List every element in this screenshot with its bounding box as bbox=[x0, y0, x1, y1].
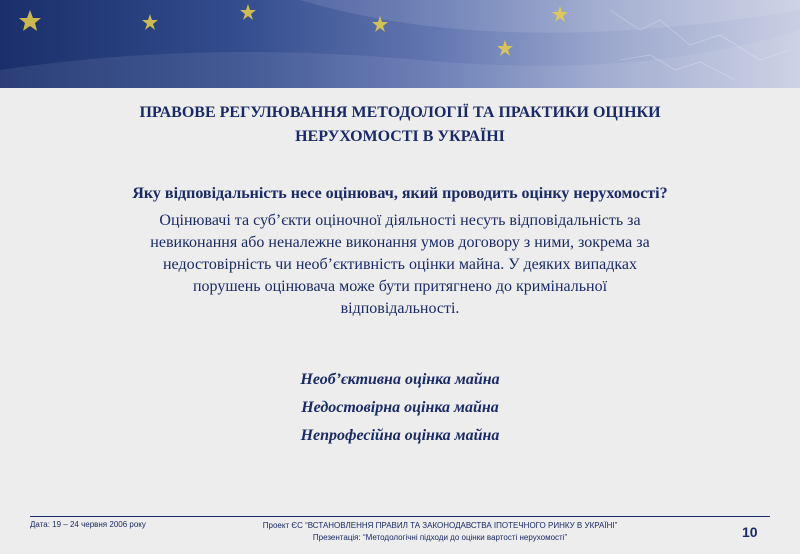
emphasis-item-unreliable: Недостовірна оцінка майна bbox=[301, 399, 499, 416]
slide-title-line-1: ПРАВОВЕ РЕГУЛЮВАННЯ МЕТОДОЛОГІЇ ТА ПРАКТИКИ ОЦІНКИ bbox=[139, 104, 661, 121]
answer-line-4: порушень оцінювача може бути притягнено до кримінальної bbox=[192, 278, 608, 295]
answer-line-1: Оцінювачі та суб’єкти оціночної діяльності несуть відповідальність за bbox=[159, 212, 641, 229]
page-number: 10 bbox=[742, 524, 758, 540]
footer-date: Дата: 19 – 24 червня 2006 року bbox=[30, 520, 146, 529]
footer-presentation-name: Презентація: “Методологічні підходи до оцінки вартості нерухомості” bbox=[312, 533, 568, 542]
answer-line-3: недостовірність чи необ’єктивність оцінки майна. У деяких випадках bbox=[162, 256, 638, 273]
slide-title-line-2: НЕРУХОМОСТІ В УКРАЇНІ bbox=[295, 128, 505, 145]
emphasis-item-unprofessional: Непрофесійна оцінка майна bbox=[300, 427, 500, 444]
answer-line-2: невиконання або неналежне виконання умов договору з ними, зокрема за bbox=[150, 234, 650, 251]
eu-flag-graphic bbox=[0, 0, 800, 88]
answer-paragraph bbox=[70, 210, 730, 320]
footer-divider bbox=[30, 516, 770, 517]
footer-project-name: Проект ЄС “ВСТАНОВЛЕННЯ ПРАВИЛ ТА ЗАКОНОДАВСТВА ІПОТЕЧНОГО РИНКУ В УКРАЇНІ” bbox=[262, 521, 618, 530]
emphasis-item-biased: Необ’єктивна оцінка майна bbox=[300, 371, 500, 388]
slide-title bbox=[40, 101, 760, 149]
header-banner-eu-flag bbox=[0, 0, 800, 88]
footer-project-info bbox=[200, 520, 680, 544]
answer-line-5: відповідальності. bbox=[340, 300, 460, 317]
question-text: Яку відповідальність несе оцінювач, який проводить оцінку нерухомості? bbox=[132, 185, 668, 202]
